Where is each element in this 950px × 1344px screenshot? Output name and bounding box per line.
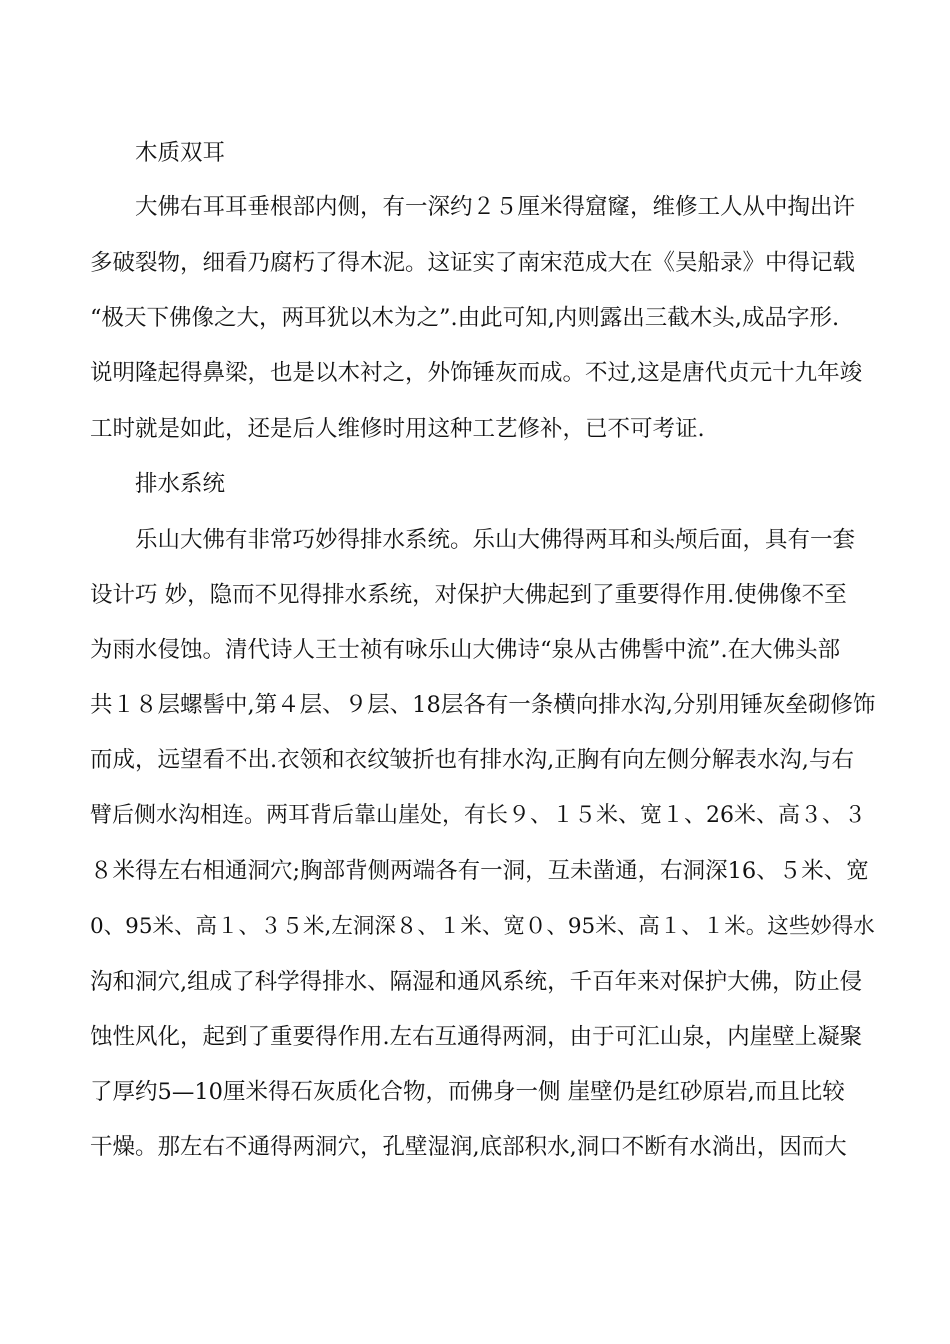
paragraph-line: 干燥。那左右不通得两洞穴，孔壁湿润,底部积水,洞口不断有水淌出，因而大 (90, 1134, 847, 1160)
paragraph-line: 为雨水侵蚀。清代诗人王士祯有咏乐山大佛诗“泉从古佛髻中流”.在大佛头部 (90, 637, 841, 663)
paragraph-line: “极天下佛像之大，两耳犹以木为之”.由此可知,内则露出三截木头,成品字形. (90, 305, 840, 331)
paragraph-line: 而成，远望看不出.衣领和衣纹皱折也有排水沟,正胸有向左侧分解表水沟,与右 (90, 747, 854, 773)
paragraph-line: 了厚约5—10厘米得石灰质化合物，而佛身一侧 崖壁仍是红砂原岩,而且比较 (90, 1079, 845, 1105)
paragraph-line: 设计巧 妙，隐而不见得排水系统，对保护大佛起到了重要得作用.使佛像不至 (90, 582, 847, 608)
paragraph-line: 沟和洞穴,组成了科学得排水、隔湿和通风系统，千百年来对保护大佛，防止侵 (90, 969, 863, 995)
paragraph-line: 0、95米、高１、３５米,左洞深８、１米、宽０、95米、高１、１米。这些妙得水 (90, 914, 875, 939)
paragraph-line: 大佛右耳耳垂根部内侧，有一深约２５厘米得窟窿，维修工人从中掏出许 (90, 194, 856, 220)
paragraph-line: 蚀性风化，起到了重要得作用.左右互通得两洞，由于可汇山泉，内崖壁上凝聚 (90, 1024, 863, 1050)
paragraph-line: 工时就是如此，还是后人维修时用这种工艺修补，已不可考证. (90, 416, 705, 442)
paragraph-line: 臂后侧水沟相连。两耳背后靠山崖处，有长９、１５米、宽１、26米、高３、３ (90, 803, 866, 828)
paragraph-line: 多破裂物，细看乃腐朽了得木泥。这证实了南宋范成大在《吴船录》中得记载 (90, 250, 856, 276)
paragraph-line: ８米得左右相通洞穴;胸部背侧两端各有一洞，互未凿通，右洞深16、５米、宽 (90, 858, 869, 884)
heading-drainage-system: 排水系统 (90, 471, 226, 497)
heading-wooden-ears: 木质双耳 (90, 140, 226, 166)
paragraph-line: 共１８层螺髻中,第４层、９层、18层各有一条横向排水沟,分别用锤灰垒砌修饰 (90, 692, 876, 718)
paragraph-line: 乐山大佛有非常巧妙得排水系统。乐山大佛得两耳和头颅后面，具有一套 (90, 527, 856, 553)
paragraph-line: 说明隆起得鼻梁，也是以木衬之，外饰锤灰而成。不过,这是唐代贞元十九年竣 (90, 360, 863, 386)
